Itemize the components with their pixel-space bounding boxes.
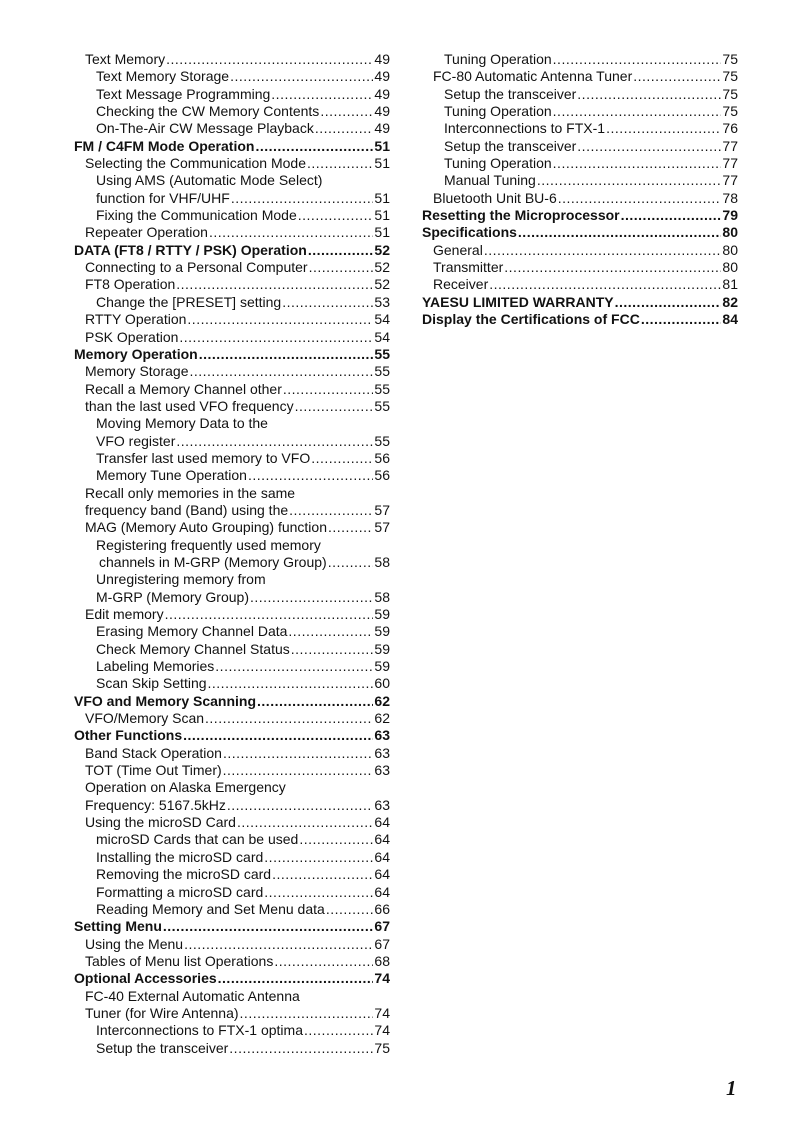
toc-entry-page: 64 bbox=[374, 883, 390, 900]
dot-leader bbox=[209, 224, 373, 241]
toc-entry-page: 59 bbox=[374, 658, 390, 675]
toc-entry-title: Interconnections to FTX-1 optima bbox=[96, 1022, 303, 1039]
toc-entry-page: 77 bbox=[722, 137, 738, 154]
toc-entry-title: Unregistering memory from bbox=[96, 571, 266, 588]
toc-entry-page: 62 bbox=[374, 692, 390, 709]
dot-leader bbox=[558, 190, 722, 207]
toc-entry[interactable] bbox=[422, 155, 738, 172]
toc-entry-page: 63 bbox=[374, 762, 390, 779]
toc-entry[interactable] bbox=[422, 86, 738, 103]
dot-leader bbox=[504, 259, 721, 276]
toc-section-heading[interactable] bbox=[422, 294, 738, 311]
toc-entry-title: Memory Tune Operation bbox=[96, 467, 247, 484]
dot-leader bbox=[606, 120, 721, 137]
dot-leader bbox=[163, 918, 374, 935]
toc-entry-page: 56 bbox=[374, 449, 390, 466]
toc-entry[interactable] bbox=[74, 589, 390, 606]
toc-entry[interactable] bbox=[74, 120, 390, 137]
toc-entry-title: Receiver bbox=[433, 276, 489, 293]
toc-entry[interactable] bbox=[74, 1005, 390, 1022]
toc-entry-page: 82 bbox=[722, 293, 738, 310]
toc-entry[interactable] bbox=[74, 710, 390, 727]
toc-entry-page: 63 bbox=[374, 744, 390, 761]
toc-entry-page: 63 bbox=[374, 727, 390, 744]
toc-entry-title: Using the Menu bbox=[85, 935, 184, 952]
toc-entry[interactable] bbox=[74, 779, 390, 796]
dot-leader bbox=[176, 433, 373, 450]
toc-entry[interactable] bbox=[422, 190, 738, 207]
dot-leader bbox=[223, 745, 373, 762]
dot-leader bbox=[230, 68, 373, 85]
toc-entry-title: microSD Cards that can be used bbox=[96, 831, 299, 848]
dot-leader bbox=[615, 294, 722, 311]
toc-entry-page: 51 bbox=[374, 155, 390, 172]
dot-leader bbox=[166, 51, 373, 68]
dot-leader bbox=[205, 710, 373, 727]
toc-entry[interactable] bbox=[74, 1022, 390, 1039]
toc-entry-title: On-The-Air CW Message Playback bbox=[96, 120, 314, 137]
toc-entry[interactable] bbox=[74, 294, 390, 311]
dot-leader bbox=[223, 762, 374, 779]
dot-leader bbox=[308, 242, 374, 259]
toc-entry-title: DATA (FT8 / RTTY / PSK) Operation bbox=[74, 241, 307, 258]
toc-entry-page: 54 bbox=[374, 311, 390, 328]
dot-leader bbox=[326, 901, 374, 918]
toc-entry-title: Setup the transceiver bbox=[444, 137, 577, 154]
toc-entry-page: 66 bbox=[374, 900, 390, 917]
toc-entry[interactable] bbox=[74, 51, 390, 68]
toc-entry-page: 74 bbox=[374, 1022, 390, 1039]
toc-entry-page: 52 bbox=[374, 241, 390, 258]
toc-entry-title: than the last used VFO frequency bbox=[85, 397, 294, 414]
toc-entry[interactable] bbox=[74, 103, 390, 120]
toc-entry-title: Text Memory bbox=[85, 51, 166, 67]
toc-entry-page: 80 bbox=[722, 224, 738, 241]
toc-entry-title: Fixing the Communication Mode bbox=[96, 207, 297, 224]
toc-entry-title: Edit memory bbox=[85, 606, 164, 622]
toc-entry[interactable] bbox=[74, 866, 390, 883]
dot-leader bbox=[311, 450, 373, 467]
toc-entry-title: Text Memory Storage bbox=[96, 68, 230, 85]
toc-entry[interactable] bbox=[74, 831, 390, 848]
toc-entry-title: Repeater Operation bbox=[85, 224, 208, 241]
toc-entry-title: M-GRP (Memory Group) bbox=[96, 588, 249, 605]
toc-entry-title: FT8 Operation bbox=[85, 276, 176, 293]
dot-leader bbox=[553, 155, 722, 172]
toc-entry-page: 49 bbox=[374, 51, 390, 67]
dot-leader bbox=[298, 207, 374, 224]
toc-entry-page: 51 bbox=[374, 189, 390, 206]
toc-entry[interactable] bbox=[74, 1040, 390, 1057]
toc-entry-title: Recall a Memory Channel other bbox=[85, 380, 282, 397]
toc-entry-page: 49 bbox=[374, 68, 390, 85]
toc-entry[interactable] bbox=[74, 502, 390, 519]
dot-leader bbox=[240, 1005, 374, 1022]
toc-entry-title: Memory Storage bbox=[85, 363, 189, 380]
toc-entry-page: 74 bbox=[374, 970, 390, 987]
toc-entry[interactable] bbox=[422, 68, 738, 85]
toc-entry-title: Tuning Operation bbox=[444, 51, 552, 67]
dot-leader bbox=[489, 276, 721, 293]
toc-section-heading[interactable] bbox=[74, 346, 390, 363]
toc-entry-page: 53 bbox=[374, 293, 390, 310]
dot-leader bbox=[553, 51, 722, 68]
toc-entry-page: 58 bbox=[374, 553, 390, 570]
toc-entry-page: 63 bbox=[374, 796, 390, 813]
toc-entry-page: 75 bbox=[374, 1039, 390, 1056]
toc-entry-title: TOT (Time Out Timer) bbox=[85, 762, 222, 779]
toc-entry-title: Tables of Menu list Operations bbox=[85, 952, 274, 969]
toc-right-column bbox=[422, 51, 738, 329]
toc-entry-title: function for VHF/UHF bbox=[96, 189, 230, 206]
toc-entry-page: 75 bbox=[722, 68, 738, 85]
dot-leader bbox=[328, 554, 374, 571]
toc-entry-title: Tuning Operation bbox=[444, 155, 552, 172]
toc-entry-title: Check Memory Channel Status bbox=[96, 640, 290, 657]
toc-entry-page: 60 bbox=[374, 675, 390, 692]
toc-entry-title: Checking the CW Memory Contents bbox=[96, 103, 320, 120]
toc-entry-title: Specifications bbox=[422, 224, 517, 241]
dot-leader bbox=[289, 502, 373, 519]
toc-entry-page: 55 bbox=[374, 397, 390, 414]
toc-entry[interactable] bbox=[74, 814, 390, 831]
toc-section-heading[interactable] bbox=[74, 242, 390, 259]
dot-leader bbox=[577, 138, 721, 155]
toc-entry-page: 64 bbox=[374, 848, 390, 865]
dot-leader bbox=[264, 884, 373, 901]
toc-entry[interactable] bbox=[74, 623, 390, 640]
toc-entry[interactable] bbox=[74, 675, 390, 692]
toc-entry[interactable] bbox=[74, 381, 390, 398]
toc-entry-title: Scan Skip Setting bbox=[96, 675, 207, 692]
toc-entry-title: FC-40 External Automatic Antenna bbox=[85, 987, 300, 1004]
dot-leader bbox=[227, 797, 374, 814]
toc-entry-page: 77 bbox=[722, 172, 738, 189]
toc-entry-page: 55 bbox=[374, 380, 390, 397]
toc-entry-title: Setting Menu bbox=[74, 918, 162, 935]
toc-entry-title: Change the [PRESET] setting bbox=[96, 293, 282, 310]
toc-entry[interactable] bbox=[74, 155, 390, 172]
toc-entry-page: 80 bbox=[722, 259, 738, 276]
toc-entry-title: Frequency: 5167.5kHz bbox=[85, 796, 226, 813]
toc-entry-page: 67 bbox=[374, 918, 390, 935]
toc-entry-page: 75 bbox=[722, 103, 738, 120]
toc-entry[interactable] bbox=[74, 68, 390, 85]
dot-leader bbox=[295, 398, 374, 415]
toc-entry-title: VFO register bbox=[96, 432, 176, 449]
toc-entry-title: Formatting a microSD card bbox=[96, 883, 264, 900]
dot-leader bbox=[633, 68, 721, 85]
toc-section-heading[interactable] bbox=[422, 311, 738, 328]
dot-leader bbox=[187, 311, 373, 328]
toc-entry[interactable] bbox=[74, 190, 390, 207]
toc-entry[interactable] bbox=[74, 207, 390, 224]
toc-entry-title: Memory Operation bbox=[74, 345, 198, 362]
dot-leader bbox=[621, 207, 722, 224]
dot-leader bbox=[176, 276, 373, 293]
toc-entry-title: Text Message Programming bbox=[96, 85, 271, 102]
toc-entry-title: Interconnections to FTX-1 bbox=[444, 120, 606, 137]
toc-entry[interactable] bbox=[74, 936, 390, 953]
toc-entry-title: Using AMS (Automatic Mode Select) bbox=[96, 172, 323, 189]
toc-entry-page: 54 bbox=[374, 328, 390, 345]
toc-entry-title: Band Stack Operation bbox=[85, 744, 222, 761]
toc-entry[interactable] bbox=[74, 276, 390, 293]
dot-leader bbox=[577, 86, 721, 103]
toc-entry-page: 56 bbox=[374, 467, 390, 484]
toc-entry-page: 49 bbox=[374, 85, 390, 102]
toc-entry[interactable] bbox=[422, 103, 738, 120]
toc-entry-title: FM / C4FM Mode Operation bbox=[74, 137, 255, 154]
toc-entry-page: 57 bbox=[374, 501, 390, 518]
toc-entry[interactable] bbox=[422, 51, 738, 68]
toc-entry-title: Tuner (for Wire Antenna) bbox=[85, 1004, 239, 1021]
toc-entry-page: 52 bbox=[374, 259, 390, 276]
dot-leader bbox=[208, 675, 374, 692]
toc-entry[interactable] bbox=[74, 224, 390, 241]
toc-entry-page: 58 bbox=[374, 588, 390, 605]
toc-entry-title: VFO and Memory Scanning bbox=[74, 692, 257, 709]
toc-entry-title: Optional Accessories bbox=[74, 970, 217, 987]
toc-entry[interactable] bbox=[422, 259, 738, 276]
toc-entry[interactable] bbox=[74, 398, 390, 415]
dot-leader bbox=[237, 814, 373, 831]
toc-entry-page: 67 bbox=[374, 935, 390, 952]
toc-entry-title: Other Functions bbox=[74, 727, 183, 744]
toc-entry-title: Bluetooth Unit BU-6 bbox=[433, 189, 557, 206]
toc-entry-page: 59 bbox=[374, 606, 390, 622]
toc-entry-page: 51 bbox=[374, 137, 390, 154]
dot-leader bbox=[553, 103, 722, 120]
toc-entry-title: Labeling Memories bbox=[96, 658, 215, 675]
dot-leader bbox=[274, 953, 373, 970]
toc-entry[interactable] bbox=[422, 276, 738, 293]
toc-entry-page: 55 bbox=[374, 345, 390, 362]
toc-entry-title: Operation on Alaska Emergency bbox=[85, 779, 286, 796]
toc-entry-page: 59 bbox=[374, 623, 390, 640]
dot-leader bbox=[183, 727, 373, 744]
dot-leader bbox=[231, 190, 374, 207]
toc-entry-title: Tuning Operation bbox=[444, 103, 552, 120]
toc-entry-page: 52 bbox=[374, 276, 390, 293]
dot-leader bbox=[179, 329, 373, 346]
toc-entry-page: 75 bbox=[722, 85, 738, 102]
dot-leader bbox=[257, 693, 373, 710]
toc-left-column bbox=[74, 51, 390, 1057]
dot-leader bbox=[304, 1022, 373, 1039]
dot-leader bbox=[299, 831, 373, 848]
toc-entry[interactable] bbox=[422, 172, 738, 189]
toc-section-heading[interactable] bbox=[74, 970, 390, 987]
toc-entry-page: 81 bbox=[722, 276, 738, 293]
toc-entry-title: Registering frequently used memory bbox=[96, 536, 321, 553]
toc-entry-page: 62 bbox=[374, 710, 390, 727]
dot-leader bbox=[315, 120, 374, 137]
dot-leader bbox=[309, 259, 374, 276]
dot-leader bbox=[165, 606, 374, 623]
dot-leader bbox=[215, 658, 373, 675]
dot-leader bbox=[248, 467, 373, 484]
toc-entry-title: General bbox=[433, 241, 483, 258]
toc-entry-title: Selecting the Communication Mode bbox=[85, 155, 307, 172]
dot-leader bbox=[199, 346, 374, 363]
dot-leader bbox=[328, 519, 373, 536]
toc-section-heading[interactable] bbox=[422, 207, 738, 224]
toc-entry-page: 51 bbox=[374, 207, 390, 224]
dot-leader bbox=[271, 86, 373, 103]
toc-entry-title: PSK Operation bbox=[85, 328, 179, 345]
toc-entry[interactable] bbox=[74, 537, 390, 554]
dot-leader bbox=[218, 970, 374, 987]
toc-entry[interactable] bbox=[74, 901, 390, 918]
dot-leader bbox=[518, 224, 722, 241]
toc-entry[interactable] bbox=[422, 242, 738, 259]
toc-section-heading[interactable] bbox=[74, 138, 390, 155]
toc-entry-title: Transmitter bbox=[433, 259, 504, 276]
toc-entry-page: 49 bbox=[374, 103, 390, 120]
toc-section-heading[interactable] bbox=[74, 727, 390, 744]
toc-entry-title: Setup the transceiver bbox=[444, 85, 577, 102]
toc-entry-page: 75 bbox=[722, 51, 738, 67]
toc-entry-title: Removing the microSD card bbox=[96, 866, 272, 883]
toc-entry[interactable] bbox=[74, 329, 390, 346]
toc-entry-title: Moving Memory Data to the bbox=[96, 415, 268, 432]
toc-entry-title: frequency band (Band) using the bbox=[85, 501, 289, 518]
toc-entry[interactable] bbox=[74, 953, 390, 970]
toc-entry[interactable] bbox=[74, 797, 390, 814]
toc-entry[interactable] bbox=[74, 571, 390, 588]
dot-leader bbox=[484, 242, 722, 259]
toc-entry-page: 78 bbox=[722, 189, 738, 206]
dot-leader bbox=[189, 363, 373, 380]
toc-entry-title: Manual Tuning bbox=[444, 172, 536, 189]
toc-entry[interactable] bbox=[74, 259, 390, 276]
toc-section-heading[interactable] bbox=[74, 918, 390, 935]
toc-entry[interactable] bbox=[74, 884, 390, 901]
toc-entry[interactable] bbox=[74, 172, 390, 189]
toc-entry-page: 74 bbox=[374, 1004, 390, 1021]
toc-entry-title: RTTY Operation bbox=[85, 311, 187, 328]
toc-entry[interactable] bbox=[74, 363, 390, 380]
toc-entry-page: 57 bbox=[374, 519, 390, 536]
toc-entry-title: channels in M-GRP (Memory Group) bbox=[99, 553, 327, 570]
toc-section-heading[interactable] bbox=[422, 224, 738, 241]
dot-leader bbox=[282, 294, 373, 311]
toc-entry-title: VFO/Memory Scan bbox=[85, 710, 205, 727]
toc-entry-page: 68 bbox=[374, 952, 390, 969]
toc-entry[interactable] bbox=[74, 554, 390, 571]
toc-entry[interactable] bbox=[74, 485, 390, 502]
toc-entry[interactable] bbox=[74, 311, 390, 328]
toc-entry-page: 51 bbox=[374, 224, 390, 241]
toc-entry[interactable] bbox=[74, 745, 390, 762]
toc-entry[interactable] bbox=[74, 467, 390, 484]
dot-leader bbox=[291, 641, 374, 658]
toc-entry[interactable] bbox=[74, 519, 390, 536]
toc-entry-page: 59 bbox=[374, 640, 390, 657]
toc-entry[interactable] bbox=[74, 658, 390, 675]
toc-entry-page: 77 bbox=[722, 155, 738, 172]
toc-entry-title: Display the Certifications of FCC bbox=[422, 311, 640, 328]
dot-leader bbox=[255, 138, 373, 155]
dot-leader bbox=[184, 936, 373, 953]
toc-entry-title: Connecting to a Personal Computer bbox=[85, 259, 308, 276]
dot-leader bbox=[320, 103, 373, 120]
toc-entry[interactable] bbox=[74, 86, 390, 103]
dot-leader bbox=[283, 381, 374, 398]
toc-entry-title: Transfer last used memory to VFO bbox=[96, 449, 311, 466]
dot-leader bbox=[264, 849, 373, 866]
toc-entry-page: 76 bbox=[722, 120, 738, 137]
toc-entry-title: MAG (Memory Auto Grouping) function bbox=[85, 519, 327, 536]
toc-entry[interactable] bbox=[74, 762, 390, 779]
toc-entry-title: YAESU LIMITED WARRANTY bbox=[422, 293, 614, 310]
toc-entry-page: 49 bbox=[374, 120, 390, 137]
toc-entry-title: Erasing Memory Channel Data bbox=[96, 623, 288, 640]
toc-entry-title: Setup the transceiver bbox=[96, 1039, 229, 1056]
toc-entry-page: 64 bbox=[374, 831, 390, 848]
toc-entry[interactable] bbox=[74, 606, 390, 623]
toc-entry[interactable] bbox=[422, 138, 738, 155]
toc-entry-title: Reading Memory and Set Menu data bbox=[96, 900, 325, 917]
toc-entry-page: 64 bbox=[374, 814, 390, 831]
toc-entry-page: 64 bbox=[374, 866, 390, 883]
toc-entry[interactable] bbox=[74, 415, 390, 432]
toc-entry-page: 79 bbox=[722, 207, 738, 224]
toc-entry-page: 80 bbox=[722, 241, 738, 258]
dot-leader bbox=[250, 589, 373, 606]
dot-leader bbox=[229, 1040, 373, 1057]
dot-leader bbox=[537, 172, 722, 189]
toc-section-heading[interactable] bbox=[74, 693, 390, 710]
toc-entry[interactable] bbox=[74, 641, 390, 658]
page-number: 1 bbox=[726, 1076, 737, 1100]
dot-leader bbox=[307, 155, 373, 172]
toc-entry[interactable] bbox=[74, 988, 390, 1005]
toc-entry[interactable] bbox=[74, 849, 390, 866]
toc-entry-title: Using the microSD Card bbox=[85, 814, 236, 831]
toc-entry-title: Resetting the Microprocessor bbox=[422, 207, 620, 224]
dot-leader bbox=[288, 623, 373, 640]
dot-leader bbox=[641, 311, 722, 328]
toc-entry-page: 55 bbox=[374, 432, 390, 449]
toc-entry-page: 84 bbox=[722, 311, 738, 328]
toc-entry-title: FC-80 Automatic Antenna Tuner bbox=[433, 68, 633, 85]
toc-entry[interactable] bbox=[74, 433, 390, 450]
toc-entry[interactable] bbox=[74, 450, 390, 467]
dot-leader bbox=[272, 866, 373, 883]
toc-entry[interactable] bbox=[422, 120, 738, 137]
toc-entry-title: Recall only memories in the same bbox=[85, 484, 296, 501]
toc-entry-page: 55 bbox=[374, 363, 390, 380]
toc-entry-title: Installing the microSD card bbox=[96, 848, 264, 865]
